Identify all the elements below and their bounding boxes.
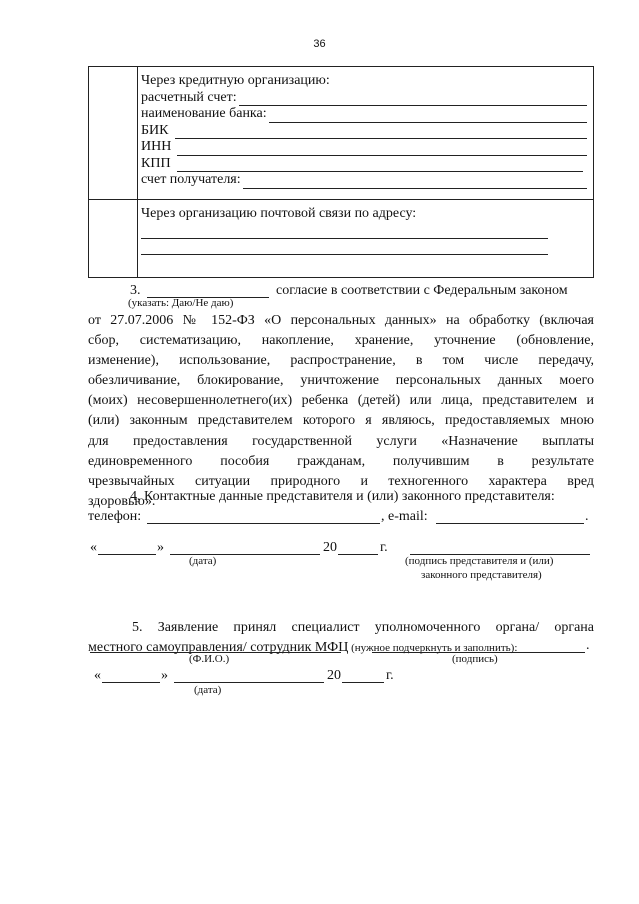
postal-transfer-heading: Через организацию почтовой связи по адресу: [141,206,417,221]
bank-name-field[interactable]: наименование банка: [141,106,587,123]
date2-close-quote: » [161,668,168,683]
year-prefix: 20 [323,540,337,555]
year2-suffix: г. [386,668,394,683]
signature-caption-line-1: (подпись представителя и (или) [405,555,554,567]
day2-input-line[interactable] [102,668,160,683]
bank-transfer-cell [141,73,587,189]
year-input-line[interactable] [338,540,378,555]
signature-caption-line-2: законного представителя) [421,569,542,581]
recipient-account-field[interactable]: счет получателя: [141,172,587,189]
item5-line-2-main: местного самоуправления/ сотрудник МФЦ [88,640,349,655]
month-input-line[interactable] [170,540,320,555]
email-input-line[interactable] [436,509,584,524]
inn-field[interactable]: ИНН [141,139,587,156]
item3-number: 3. [130,283,141,298]
payment-method-table [88,66,594,278]
postal-address-line-2[interactable] [141,239,548,255]
phone-label: телефон: [88,509,142,524]
item4-text: 4. Контактные данные представителя и (или) законного представителя: [130,489,555,504]
postal-transfer-cell [141,206,587,255]
consent-line: (или) законным представителем которого я являюсь, предоставляемых мною [88,413,594,429]
table-row-divider [89,199,593,200]
email-end-dot: . [585,509,589,524]
email-label: , e-mail: [381,509,428,524]
consent-line: от 27.07.2006 № 152-ФЗ «О персональных данных» на обработку (включая [88,313,594,328]
phone-input-line[interactable] [147,509,380,524]
consent-line: изменение), использование, распространение, в том числе передачу, [88,353,594,369]
consent-line: сбор, систематизацию, накопление, хранение, уточнение (обновление, [88,333,594,349]
kpp-field[interactable]: КПП [141,156,587,173]
consent-input-line[interactable] [147,283,269,298]
item5-line-1: 5. Заявление принял специалист уполномоченного органа/ органа [132,620,594,635]
year2-prefix: 20 [327,668,341,683]
table-column-divider [137,67,138,277]
year2-input-line[interactable] [342,668,384,683]
year-suffix: г. [380,540,388,555]
consent-line: обезличивание, блокирование, уничтожение персональных данных моего [88,373,594,389]
consent-line: здоровью». [88,493,156,509]
account-number-field[interactable]: расчетный счет: [141,90,587,107]
day-input-line[interactable] [98,540,156,555]
date2-caption: (дата) [194,684,222,696]
sign-caption: (подпись) [452,653,498,665]
consent-line: (моих) несовершеннолетнего(их) ребенка (детей) или лица, представителем и [88,393,594,409]
specialist-name-line[interactable] [90,638,341,653]
date-caption: (дата) [189,555,217,567]
fio-caption: (Ф.И.О.) [189,653,230,665]
date2-open-quote: « [94,668,101,683]
consent-line: для предоставления государственной услуги «Назначение выплаты [88,433,594,449]
postal-address-line-1[interactable] [141,223,548,239]
bank-transfer-heading: Через кредитную организацию: [141,73,330,88]
item3-text: согласие в соответствии с Федеральным законом [276,283,568,298]
bik-field[interactable]: БИК [141,123,587,140]
consent-line: чрезвычайных ситуации природного и техногенного характера вред [88,473,594,489]
page-number: 36 [313,38,326,50]
item5-end-dot: . [586,638,590,653]
specialist-signature-line[interactable] [372,638,585,653]
month2-input-line[interactable] [174,668,324,683]
item5-line-2-hint: (нужное подчеркнуть и заполнить): [348,642,518,654]
date-close-quote: » [157,540,164,555]
date-open-quote: « [90,540,97,555]
representative-signature-line[interactable] [410,540,590,555]
consent-paragraph [88,311,594,512]
item3-hint: (указать: Даю/Не даю) [128,297,234,309]
consent-line: единовременного пособия гражданам, получившим в результате [88,453,594,469]
